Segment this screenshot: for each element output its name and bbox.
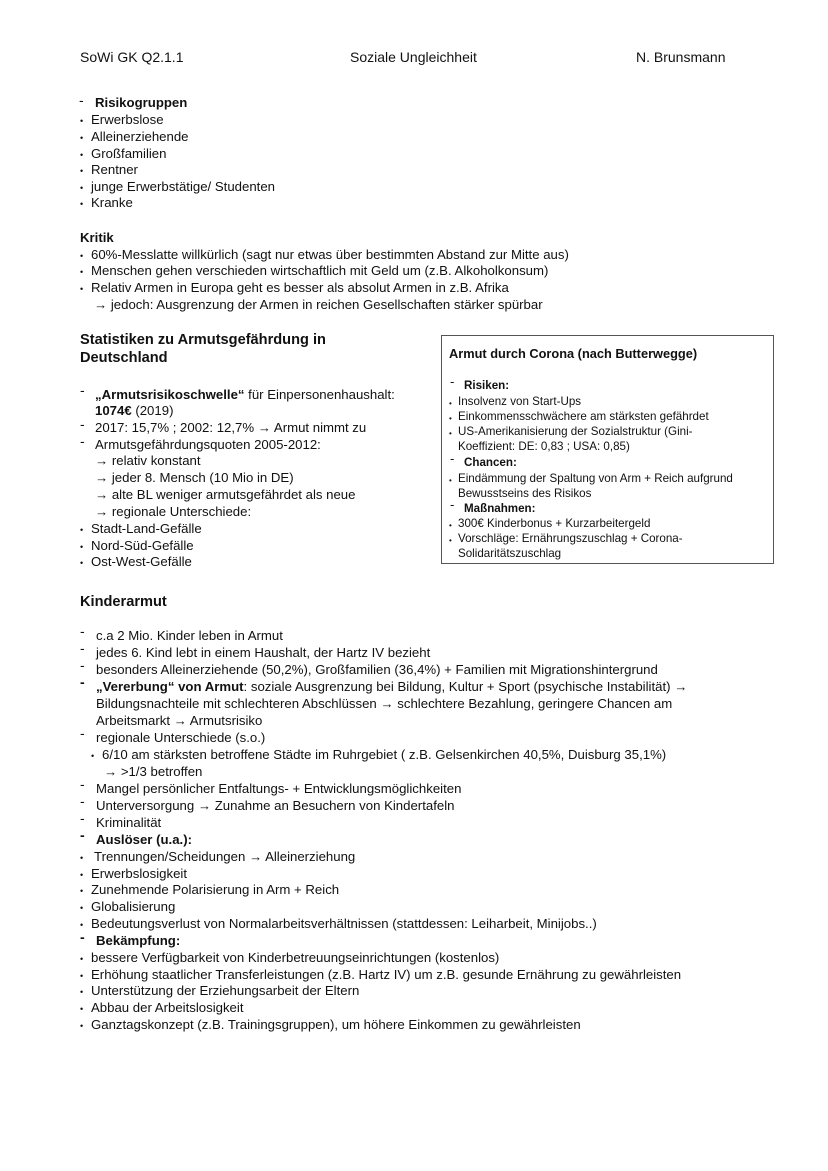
corona-box <box>441 335 774 564</box>
header-topic: Soziale Ungleichheit <box>350 49 477 65</box>
bullet: • <box>91 751 95 761</box>
list-item: Erwerbslosigkeit <box>91 866 188 881</box>
bullet: • <box>80 267 84 277</box>
list-subitem: → jedoch: Ausgrenzung der Armen in reichen Gesellschaften stärker spürbar <box>94 297 543 312</box>
dash-marker: - <box>80 416 85 432</box>
bullet: • <box>80 1021 84 1031</box>
bullet: • <box>80 870 84 880</box>
bullet: • <box>80 886 84 896</box>
header-author: N. Brunsmann <box>636 49 726 65</box>
list-item: Erwerbslose <box>91 112 164 127</box>
list-item: Zunehmende Polarisierung in Arm + Reich <box>91 882 340 897</box>
list-subitem: → regionale Unterschiede: <box>95 504 252 519</box>
list-item: Rentner <box>91 162 138 177</box>
bullet: • <box>80 920 84 930</box>
dash-marker: - <box>80 810 85 826</box>
kritik-title: Kritik <box>80 230 114 245</box>
statistics-title-line2: Deutschland <box>80 350 168 366</box>
list-item-cont: Solidaritätszuschlag <box>458 547 562 560</box>
list-item: 300€ Kinderbonus + Kurzarbeitergeld <box>458 517 651 530</box>
dash-marker: - <box>80 382 85 398</box>
dash-marker: - <box>80 725 85 741</box>
bullet: • <box>80 150 84 160</box>
threshold-rest: für Einpersonenhaushalt: <box>244 387 395 402</box>
list-item: bessere Verfügbarkeit von Kinderbetreuungseinrichtungen (kostenlos) <box>91 950 500 965</box>
list-subitem: → jeder 8. Mensch (10 Mio in DE) <box>95 470 294 485</box>
list-item: Abbau der Arbeitslosigkeit <box>91 1000 244 1015</box>
inheritance-label: „Vererbung“ von Armut <box>96 679 244 694</box>
header-course: SoWi GK Q2.1.1 <box>80 49 184 65</box>
risk-groups-title: Risikogruppen <box>95 95 188 110</box>
list-item: Stadt-Land-Gefälle <box>91 521 202 536</box>
list-item: Mangel persönlicher Entfaltungs- + Entwicklungsmöglichkeiten <box>96 781 462 796</box>
list-item: Bedeutungsverlust von Normalarbeitsverhältnissen (stattdessen: Leiharbeit, Minijobs..) <box>91 916 597 931</box>
list-item: Menschen gehen verschieden wirtschaftlich mit Geld um (z.B. Alkoholkonsum) <box>91 263 549 278</box>
threshold-line <box>95 387 395 404</box>
list-item: Unterversorgung → Zunahme an Besuchern von Kindertafeln <box>96 798 455 813</box>
list-item: Alleinerziehende <box>91 129 189 144</box>
list-item: Trennungen/Scheidungen → Alleinerziehung <box>94 849 356 864</box>
bullet: • <box>449 536 452 545</box>
inheritance-text: : soziale Ausgrenzung bei Bildung, Kultur + Sport (psychische Instabilität) → <box>243 679 688 694</box>
bullet: • <box>80 284 84 294</box>
dash-marker: - <box>80 827 85 843</box>
list-item: Einkommensschwächere am stärksten gefährdet <box>458 410 709 423</box>
list-item: Kranke <box>91 195 133 210</box>
bullet: • <box>80 525 84 535</box>
dash-marker: - <box>80 433 85 449</box>
list-item-cont: Koeffizient: DE: 0,83 ; USA: 0,85) <box>458 440 630 453</box>
list-item: 60%-Messlatte willkürlich (sagt nur etwas über bestimmten Abstand zur Mitte aus) <box>91 247 569 262</box>
dash-marker: - <box>450 451 455 466</box>
dash-marker: - <box>80 657 85 673</box>
list-item: junge Erwerbstätige/ Studenten <box>91 179 276 194</box>
list-item: Unterstützung der Erziehungsarbeit der Eltern <box>91 983 360 998</box>
dash-marker: - <box>450 497 455 512</box>
risiken-title: Risiken: <box>464 379 510 392</box>
list-item: Kriminalität <box>96 815 162 830</box>
dash-marker: - <box>80 793 85 809</box>
bullet: • <box>80 987 84 997</box>
list-subitem-cont: → >1/3 betroffen <box>104 764 203 779</box>
bullet: • <box>80 133 84 143</box>
dash-marker: - <box>450 374 455 389</box>
list-item: US-Amerikanisierung der Sozialstruktur (Gini- <box>458 425 693 438</box>
list-item: regionale Unterschiede (s.o.) <box>96 730 266 745</box>
bullet: • <box>449 429 452 438</box>
list-item: Erhöhung staatlicher Transferleistungen (z.B. Hartz IV) um z.B. gesunde Ernährung zu gewährleisten <box>91 967 682 982</box>
bullet: • <box>80 251 84 261</box>
dash-marker: - <box>80 776 85 792</box>
bullet: • <box>80 954 84 964</box>
triggers-title: Auslöser (u.a.): <box>96 832 192 847</box>
bullet: • <box>449 476 452 485</box>
dash-marker: - <box>80 929 85 945</box>
list-subitem: → relativ konstant <box>95 453 201 468</box>
list-item: Relativ Armen in Europa geht es besser als absolut Armen in z.B. Afrika <box>91 280 509 295</box>
child-poverty-title: Kinderarmut <box>80 594 167 610</box>
list-item: Eindämmung der Spaltung von Arm + Reich aufgrund <box>458 472 733 485</box>
list-subitem: 6/10 am stärksten betroffene Städte im Ruhrgebiet ( z.B. Gelsenkirchen 40,5%, Duisburg 35,1%) <box>102 747 667 762</box>
list-item: Großfamilien <box>91 146 167 161</box>
bullet: • <box>449 414 452 423</box>
list-item-cont: Bildungsnachteile mit schlechteren Abschlüssen → schlechtere Bezahlung, geringere Chancen am <box>96 696 673 711</box>
list-item: Insolvenz von Start-Ups <box>458 395 582 408</box>
bullet: • <box>80 199 84 209</box>
threshold-value-line <box>95 403 173 420</box>
threshold-value: 1074€ <box>95 403 132 418</box>
bullet: • <box>80 1004 84 1014</box>
dash-marker: - <box>80 623 85 639</box>
list-item <box>96 679 687 696</box>
list-item: jedes 6. Kind lebt in einem Haushalt, der Hartz IV bezieht <box>96 645 431 660</box>
list-item: Ost-West-Gefälle <box>91 554 192 569</box>
list-item: Armutsgefährdungsquoten 2005-2012: <box>95 437 321 452</box>
chancen-title: Chancen: <box>464 456 517 469</box>
bullet: • <box>80 971 84 981</box>
list-item-cont: Bewusstseins des Risikos <box>458 487 592 500</box>
list-item-cont: Arbeitsmarkt → Armutsrisiko <box>96 713 263 728</box>
bullet: • <box>449 521 452 530</box>
threshold-year: (2019) <box>131 403 174 418</box>
threshold-label: „Armutsrisikoschwelle“ <box>95 387 245 402</box>
corona-title: Armut durch Corona (nach Butterwegge) <box>449 346 698 361</box>
list-item: Nord-Süd-Gefälle <box>91 538 194 553</box>
list-item: Globalisierung <box>91 899 176 914</box>
dash-marker: - <box>80 674 85 690</box>
list-item: 2017: 15,7% ; 2002: 12,7% → Armut nimmt zu <box>95 420 367 435</box>
bullet: • <box>80 166 84 176</box>
massnahmen-title: Maßnahmen: <box>464 502 536 515</box>
bullet: • <box>80 903 84 913</box>
statistics-title-line1: Statistiken zu Armutsgefährdung in <box>80 332 326 348</box>
dash-marker: - <box>80 640 85 656</box>
bullet: • <box>80 183 84 193</box>
list-item: besonders Alleinerziehende (50,2%), Großfamilien (36,4%) + Familien mit Migrationshintergrund <box>96 662 658 677</box>
dash-marker: - <box>79 92 84 108</box>
list-item: Vorschläge: Ernährungszuschlag + Corona- <box>458 532 683 545</box>
bullet: • <box>80 116 84 126</box>
measures-title: Bekämpfung: <box>96 933 181 948</box>
bullet: • <box>80 542 84 552</box>
list-subitem: → alte BL weniger armutsgefährdet als neue <box>95 487 356 502</box>
bullet: • <box>80 853 84 863</box>
list-item: c.a 2 Mio. Kinder leben in Armut <box>96 628 283 643</box>
bullet: • <box>80 558 84 568</box>
bullet: • <box>449 399 452 408</box>
list-item: Ganztagskonzept (z.B. Trainingsgruppen), um höhere Einkommen zu gewährleisten <box>91 1017 581 1032</box>
